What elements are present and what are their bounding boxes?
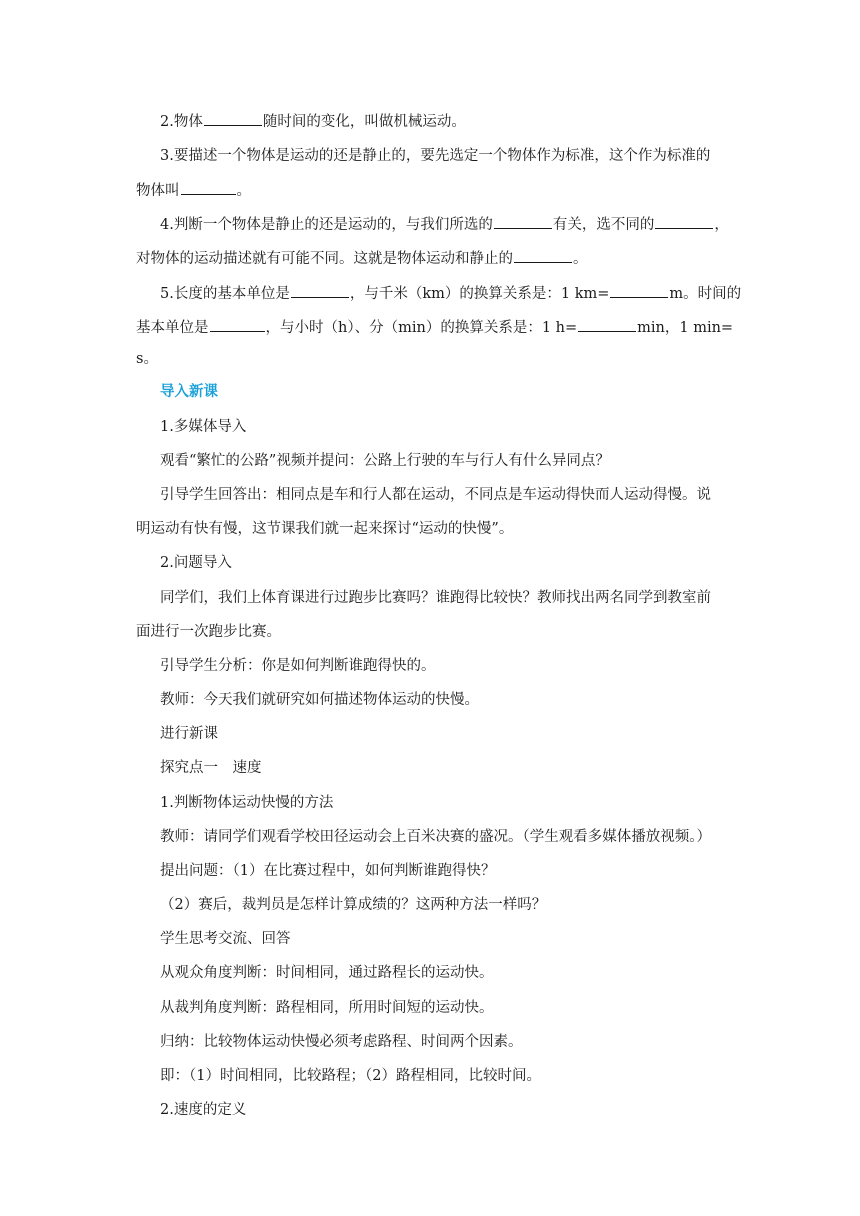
fill-blank[interactable]: [514, 248, 572, 263]
text: 。: [573, 251, 588, 267]
paragraph: 引导学生回答出：相同点是车和行人都在运动，不同点是车运动得快而人运动得慢。说: [160, 487, 711, 503]
paragraph: 2.速度的定义: [160, 1102, 247, 1118]
text: ，与千米（km）的换算关系是：1 km=: [349, 286, 610, 302]
review-q5-line3: s。: [136, 351, 158, 367]
review-q5-line2: [136, 317, 733, 338]
text: ，与小时（h）、分（min）的换算关系是：1 h=: [265, 320, 578, 336]
paragraph: 归纳：比较物体运动快慢必须考虑路程、时间两个因素。: [160, 1034, 523, 1050]
section-heading: 导入新课: [160, 383, 218, 400]
fill-blank[interactable]: [210, 317, 265, 332]
review-q5-line1: [160, 283, 741, 304]
fill-blank[interactable]: [204, 111, 262, 126]
paragraph: 从观众角度判断：时间相同，通过路程长的运动快。: [160, 965, 494, 981]
paragraph: 同学们，我们上体育课进行过跑步比赛吗？谁跑得比较快？教师找出两名同学到教室前: [160, 590, 711, 606]
paragraph: 即：（1）时间相同，比较路程；（2）路程相同，比较时间。: [160, 1068, 541, 1084]
paragraph: 面进行一次跑步比赛。: [136, 624, 281, 640]
text: m。时间的: [669, 286, 742, 302]
paragraph: 教师：请同学们观看学校田径运动会上百米决赛的盛况。（学生观看多媒体播放视频。）: [160, 829, 711, 845]
fill-blank[interactable]: [494, 214, 552, 229]
text: min，1 min=: [637, 320, 734, 336]
review-q4-line1: [160, 214, 729, 235]
text: 基本单位是: [136, 320, 209, 336]
text: 物体叫: [136, 183, 180, 199]
fill-blank[interactable]: [655, 214, 713, 229]
paragraph: （2）赛后，裁判员是怎样计算成绩的？这两种方法一样吗？: [160, 897, 547, 913]
paragraph: 探究点一 速度: [160, 760, 262, 776]
paragraph: 1.多媒体导入: [160, 419, 247, 435]
paragraph: 进行新课: [160, 726, 218, 742]
paragraph: 观看“繁忙的公路”视频并提问：公路上行驶的车与行人有什么异同点？: [160, 453, 610, 469]
paragraph: 明运动有快有慢，这节课我们就一起来探讨“运动的快慢”。: [136, 521, 514, 537]
paragraph: 学生思考交流、回答: [160, 931, 291, 947]
review-q3-line1: 3.要描述一个物体是运动的还是静止的，要先选定一个物体作为标准，这个作为标准的: [160, 148, 711, 164]
fill-blank[interactable]: [578, 317, 636, 332]
review-q3-line2: [136, 180, 251, 201]
paragraph: 提出问题：（1）在比赛过程中，如何判断谁跑得快？: [160, 863, 496, 879]
fill-blank[interactable]: [291, 283, 349, 298]
text: 4.判断一个物体是静止的还是运动的，与我们所选的: [160, 217, 493, 233]
text: 对物体的运动描述就有可能不同。这就是物体运动和静止的: [136, 251, 513, 267]
review-q2: [160, 111, 466, 132]
paragraph: 1.判断物体运动快慢的方法: [160, 795, 334, 811]
text: 5.长度的基本单位是: [160, 286, 290, 302]
fill-blank[interactable]: [181, 180, 236, 195]
review-q4-line2: [136, 248, 588, 269]
paragraph: 从裁判角度判断：路程相同，所用时间短的运动快。: [160, 1000, 494, 1016]
text: 2.物体: [160, 114, 203, 130]
text: ，: [714, 217, 729, 233]
text: 。: [236, 183, 251, 199]
fill-blank[interactable]: [610, 283, 668, 298]
paragraph: 教师：今天我们就研究如何描述物体运动的快慢。: [160, 692, 479, 708]
text: 有关，选不同的: [552, 217, 655, 233]
paragraph: 2.问题导入: [160, 555, 232, 571]
text: 随时间的变化，叫做机械运动。: [262, 114, 466, 130]
paragraph: 引导学生分析：你是如何判断谁跑得快的。: [160, 658, 436, 674]
